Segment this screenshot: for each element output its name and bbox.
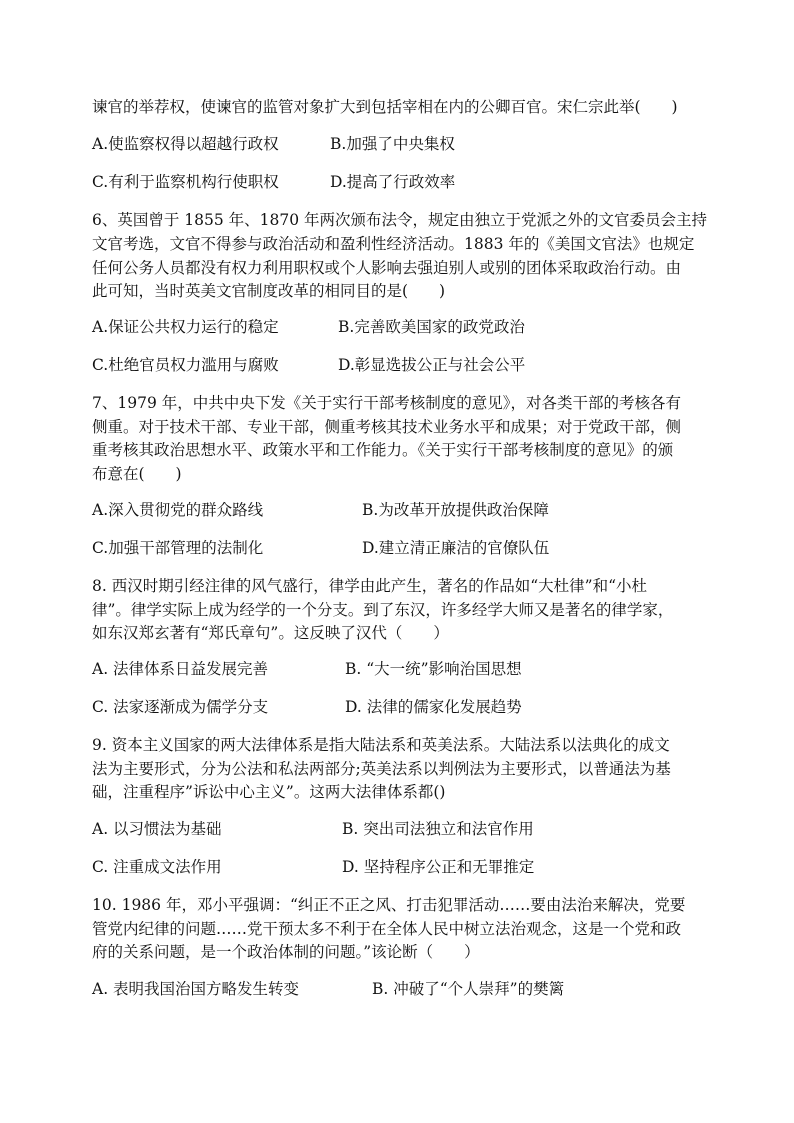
- q10-stem-line: 10. 1986 年，邓小平强调：“纠正不正之风、打击犯罪活动……要由法治来解决，党要: [92, 896, 686, 914]
- q6-option-d[interactable]: D.彰显选拔公正与社会公平: [338, 356, 526, 374]
- q8-option-a[interactable]: A. 法律体系日益发展完善: [92, 660, 269, 678]
- q9-stem-line: 法为主要形式，分为公法和私法两部分;英美法系以判例法为主要形式，以普通法为基: [92, 760, 671, 778]
- q9-option-d[interactable]: D. 坚持程序公正和无罪推定: [342, 858, 535, 876]
- q6-option-b[interactable]: B.完善欧美国家的政党政治: [338, 318, 525, 336]
- q6-stem-line: 任何公务人员都没有权力利用职权或个人影响去强迫别人或别的团体采取政治行动。由: [92, 259, 682, 277]
- q8-stem-line: 8. 西汉时期引经注律的风气盛行，律学由此产生，著名的作品如“大杜律”和“小杜: [92, 577, 647, 595]
- q7-option-a[interactable]: A.深入贯彻党的群众路线: [92, 501, 264, 519]
- q7-option-d[interactable]: D.建立清正廉洁的官僚队伍: [362, 539, 550, 557]
- q6-stem-line: 6、英国曾于 1855 年、1870 年两次颁布法令，规定由独立于党派之外的文官委员会主持: [92, 211, 708, 229]
- q6-option-c[interactable]: C.杜绝官员权力滥用与腐败: [92, 356, 279, 374]
- q7-stem-line: 7、1979 年，中共中央下发《关于实行干部考核制度的意见》，对各类干部的考核各有: [92, 394, 681, 412]
- q9-stem-line: 础，注重程序”诉讼中心主义”。这两大法律体系都(): [92, 783, 446, 801]
- q7-option-c[interactable]: C.加强干部管理的法制化: [92, 539, 264, 557]
- q8-stem-line: 律”。律学实际上成为经学的一个分支。到了东汉，许多经学大师又是著名的律学家，: [92, 601, 674, 619]
- q6-option-a[interactable]: A.保证公共权力运行的稳定: [92, 318, 279, 336]
- q9-option-c[interactable]: C. 注重成文法作用: [92, 858, 222, 876]
- q10-stem-line: 府的关系问题，是一个政治体制的问题。”该论断（ ）: [92, 943, 480, 961]
- q7-option-b[interactable]: B.为改革开放提供政治保障: [362, 501, 549, 519]
- q5-option-a[interactable]: A.使监察权得以超越行政权: [92, 135, 279, 153]
- q5-stem-line: 谏官的举荐权，使谏官的监管对象扩大到包括宰相在内的公卿百官。宋仁宗此举( ): [92, 98, 678, 116]
- q8-stem-line: 如东汉郑玄著有“郑氏章句”。这反映了汉代（ ）: [92, 624, 449, 642]
- q10-stem-line: 管党内纪律的问题……党干预太多不利于在全体人民中树立法治观念，这是一个党和政: [92, 920, 682, 938]
- q6-stem-line: 此可知，当时英美文官制度改革的相同目的是( ): [92, 282, 446, 300]
- q7-stem-line: 布意在( ): [92, 465, 182, 483]
- q5-option-b[interactable]: B.加强了中央集权: [330, 135, 455, 153]
- q7-stem-line: 侧重。对于技术干部、专业干部，侧重考核其技术业务水平和成果；对于党政干部，侧: [92, 418, 682, 436]
- q9-stem-line: 9. 资本主义国家的两大法律体系是指大陆法系和英美法系。大陆法系以法典化的成文: [92, 736, 670, 754]
- q10-option-a[interactable]: A. 表明我国治国方略发生转变: [92, 980, 300, 998]
- q6-stem-line: 文官考选，文官不得参与政治活动和盈利性经济活动。1883 年的《美国文官法》也规定: [92, 235, 695, 253]
- q5-option-c[interactable]: C.有利于监察机构行使职权: [92, 173, 279, 191]
- q10-option-b[interactable]: B. 冲破了“个人崇拜”的樊篱: [372, 980, 565, 998]
- q8-option-c[interactable]: C. 法家逐渐成为儒学分支: [92, 698, 269, 716]
- q8-option-b[interactable]: B. “大一统”影响治国思想: [345, 660, 522, 678]
- q8-option-d[interactable]: D. 法律的儒家化发展趋势: [345, 698, 522, 716]
- q9-option-a[interactable]: A. 以习惯法为基础: [92, 820, 222, 838]
- q7-stem-line: 重考核其政治思想水平、政策水平和工作能力。《关于实行干部考核制度的意见》的颁: [92, 441, 674, 459]
- q9-option-b[interactable]: B. 突出司法独立和法官作用: [342, 820, 534, 838]
- q5-option-d[interactable]: D.提高了行政效率: [330, 173, 456, 191]
